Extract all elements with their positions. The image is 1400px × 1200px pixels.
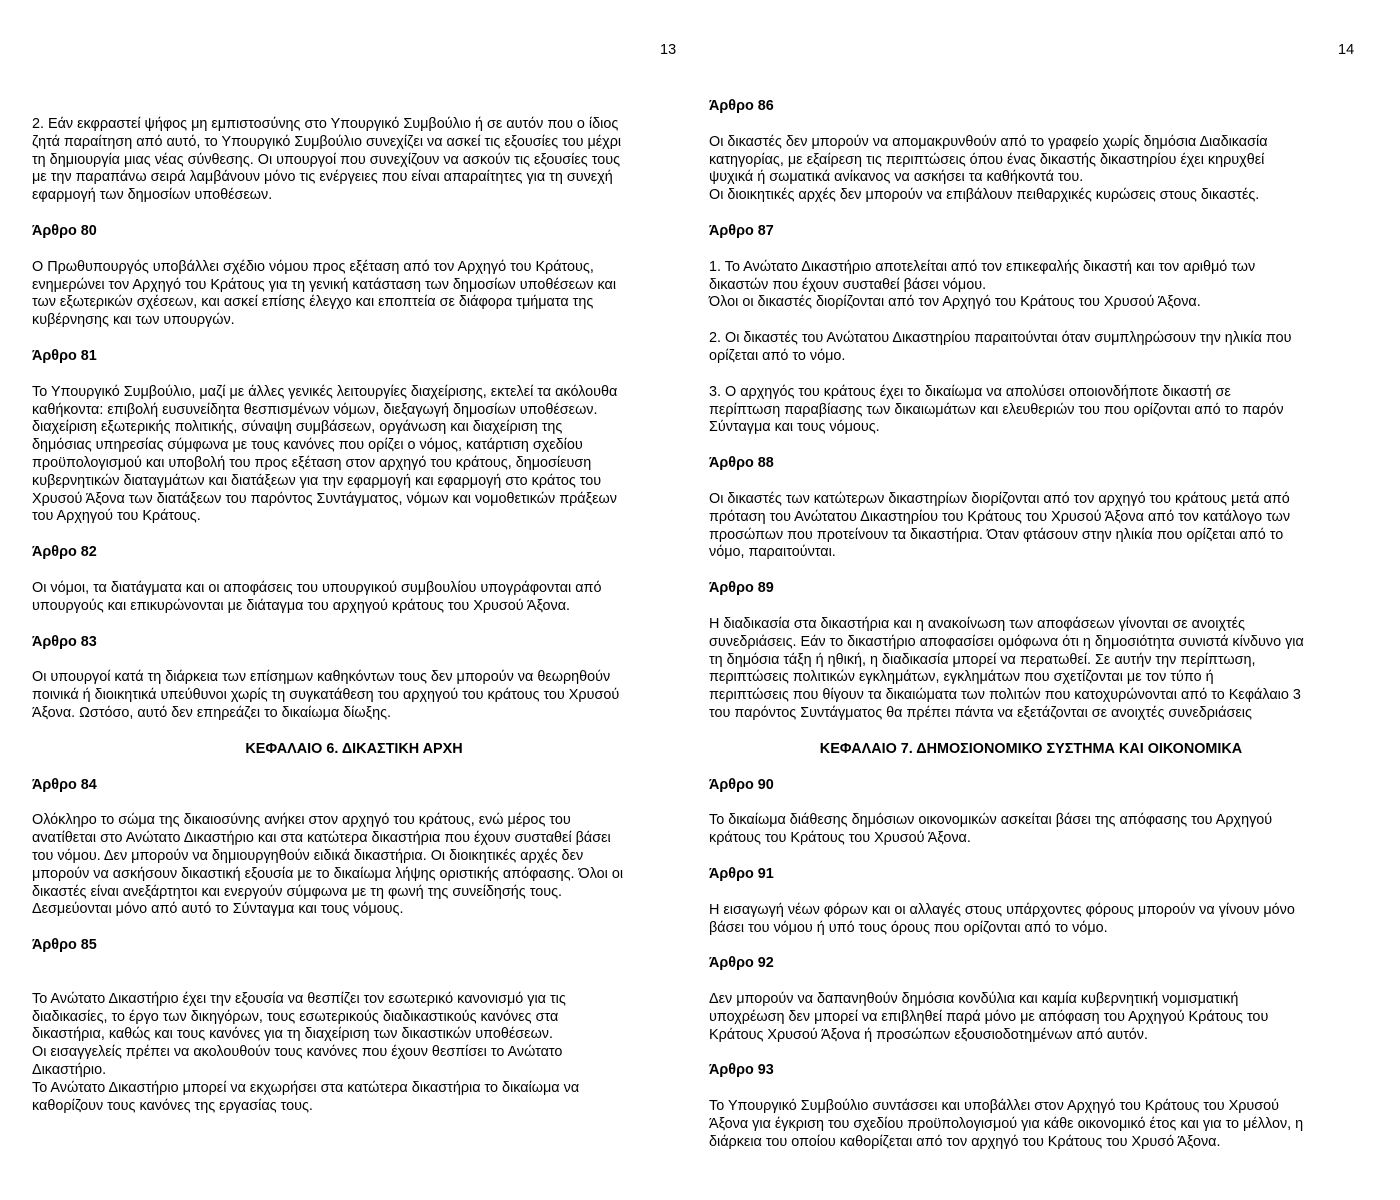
spacer <box>709 884 1353 902</box>
paragraph: Οι νόμοι, τα διατάγματα και οι αποφάσεις του υπουργικού συμβουλίου υπογράφονται από υπουργούς και επικυρώνονται με διάταγμα του αρχηγού κράτους του Χρυσού Άξονα. <box>32 579 602 614</box>
article-heading: Άρθρο 87 <box>709 222 774 239</box>
spacer <box>32 794 676 812</box>
spacer <box>709 437 1353 455</box>
spacer <box>709 759 1353 777</box>
paragraph: Το Υπουργικό Συμβούλιο, μαζί με άλλες γενικές λειτουργίες διαχείρισης, εκτελεί τα ακόλουθα καθήκοντα: επιβολή ευσυνείδητα θεσπισμένων νόμων, διεξαγωγή δημοσίων υποθέσεων. διαχείριση εξωτερικής πολιτικής, σύναψη συμβάσεων, οργάνωση και διαχείριση της δημόσιας υπηρεσίας σύμφωνα με τους κανόνες που ορίζει ο νόμος, κατάρτιση σχεδίου προϋπολογισμού και υποβολή του προς εξέταση στον αρχηγό του κράτους, δημοσίευση κυβερνητικών διαταγμάτων και διατάξεων για την εφαρμογή και εφαρμογή στο κράτος του Χρυσού Άξονα των διατάξεων του παρόντος Συντάγματος, νόμων και νομοθετικών πράξεων του Αρχηγού του Κράτους. <box>32 383 618 525</box>
spacer <box>709 366 1353 384</box>
chapter-heading: ΚΕΦΑΛΑΙΟ 7. ΔΗΜΟΣΙΟΝΟΜΙΚΟ ΣΥΣΤΗΜΑ ΚΑΙ ΟΙΚΟΝΟΜΙΚΑ <box>819 740 1243 757</box>
paragraph: Το Ανώτατο Δικαστήριο έχει την εξουσία να θεσπίζει τον εσωτερικό κανονισμό για τις διαδικασίες, το έργο των δικηγόρων, τους εσωτερικούς διαδικαστικούς κανόνες στα δικαστήρια, καθώς και τους κανόνες για τη διαχείριση των δικαστικών υποθέσεων. Οι εισαγγελείς πρέπει να ακολουθούν τους κανόνες που έχουν θεσπίσει το Ανώτατο Δικαστήριο. Το Ανώτατο Δικαστήριο μπορεί να εκχωρήσει στα κατώτερα δικαστήρια το δικαίωμα να καθορίζουν τους κανόνες της εργασίας τους. <box>32 990 580 1114</box>
article-heading: Άρθρο 89 <box>709 580 774 597</box>
paragraph: Η διαδικασία στα δικαστήρια και η ανακοίνωση των αποφάσεων γίνονται σε ανοιχτές συνεδριάσεις. Εάν το δικαστήριο αποφασίσει ομόφωνα ότι η δημοσιότητα συνιστά κίνδυνο για τη δημόσια τάξη ή ηθική, η διαδικασία μπορεί να περατωθεί. Σε αυτήν την περίπτωση, περιπτώσεις πολιτικών εγκλημάτων, εγκλημάτων που σχετίζονται με τον τύπο ή περιπτώσεις που θίγουν τα δικαιώματα των πολιτών που κατοχυρώνονται από το Κεφάλαιο 3 του παρόντος Συντάγματος θα πρέπει πάντα να εξετάζονται σε ανοιχτές συνεδριάσεις <box>709 615 1304 721</box>
page-number: 14 <box>1338 42 1355 58</box>
article-heading: Άρθρο 88 <box>709 455 774 472</box>
paragraph: 3. Ο αρχηγός του κράτους έχει το δικαίωμα να απολύσει οποιονδήποτε δικαστή σε περίπτωση παραβίασης των δικαιωμάτων και ελευθεριών του που ορίζονται από το παρόν Σύνταγμα και τους νόμους. <box>709 383 1284 436</box>
spacer <box>32 759 676 777</box>
spacer <box>32 723 676 741</box>
spacer <box>709 116 1353 134</box>
article-heading: Άρθρο 80 <box>32 222 97 239</box>
article-heading: Άρθρο 92 <box>709 955 774 972</box>
spacer <box>709 241 1353 259</box>
spacer <box>709 1080 1353 1098</box>
spacer <box>709 598 1353 616</box>
article-heading: Άρθρο 84 <box>32 776 97 793</box>
spacer <box>32 330 676 348</box>
spacer <box>32 651 676 669</box>
spacer <box>32 241 676 259</box>
page-number: 13 <box>660 42 677 58</box>
text-column-left <box>32 116 676 1115</box>
article-heading: Άρθρο 85 <box>32 937 97 954</box>
spacer <box>709 312 1353 330</box>
article-heading: Άρθρο 91 <box>709 865 774 882</box>
spacer <box>709 1044 1353 1062</box>
text-column-right <box>709 98 1353 1152</box>
article-heading: Άρθρο 93 <box>709 1062 774 1079</box>
paragraph: Οι υπουργοί κατά τη διάρκεια των επίσημων καθηκόντων τους δεν μπορούν να θεωρηθούν ποινικά ή διοικητικά υπεύθυνοι χωρίς τη συγκατάθεση του αρχηγού του κράτους του Χρυσού Άξονα. Ωστόσο, αυτό δεν επηρεάζει το δικαίωμα δίωξης. <box>32 669 620 721</box>
paragraph: 2. Εάν εκφραστεί ψήφος μη εμπιστοσύνης στο Υπουργικό Συμβούλιο ή σε αυτόν που ο ίδιος ζητά παραίτηση από αυτό, το Υπουργικό Συμβούλιο συνεχίζει να ασκεί τις εξουσίες του μέχρι τη δημιουργία μιας νέας σύνθεσης. Οι υπουργοί που συνεχίζουν να ασκούν τις εξουσίες τους με την παραπάνω σειρά λαμβάνουν μόνο τις ενέργειες που είναι απαραίτητες για τη συνεχή εφαρμογή των δημοσίων υποθέσεων. <box>32 116 622 204</box>
paragraph: Οι δικαστές δεν μπορούν να απομακρυνθούν από το γραφείο χωρίς δημόσια Διαδικασία κατηγορίας, με εξαίρεση τις περιπτώσεις όπου ένας δικαστής δικαστηρίου έχει κηρυχθεί ψυχικά ή σωματικά ανίκανος να ασκήσει τα καθήκοντά του. Οι διοικητικές αρχές δεν μπορούν να επιβάλουν πειθαρχικές κυρώσεις στους δικαστές. <box>709 133 1268 204</box>
paragraph: 1. Το Ανώτατο Δικαστήριο αποτελείται από τον επικεφαλής δικαστή και τον αριθμό των δικαστών που έχουν συσταθεί βάσει νόμου. Όλοι οι δικαστές διορίζονται από τον Αρχηγό του Κράτους του Χρυσού Άξονα. <box>709 258 1256 311</box>
paragraph: Το δικαίωμα διάθεσης δημόσιων οικονομικών ασκείται βάσει της απόφασης του Αρχηγού κράτους του Κράτους του Χρυσού Άξονα. <box>709 812 1273 847</box>
article-heading: Άρθρο 86 <box>709 98 774 114</box>
spacer <box>32 973 676 991</box>
paragraph: Το Υπουργικό Συμβούλιο συντάσσει και υποβάλλει στον Αρχηγό του Κράτους του Χρυσού Άξονα για έγκριση του σχεδίου προϋπολογισμού για κάθε οικονομικό έτος και για το μέλλον, η διάρκεια του οποίου καθορίζεται από τον αρχηγό του Κράτους του Χρυσό Άξονα. <box>709 1098 1304 1150</box>
paragraph: 2. Οι δικαστές του Ανώτατου Δικαστηρίου παραιτούνται όταν συμπληρώσουν την ηλικία που ορίζεται από το νόμο. <box>709 330 1292 364</box>
page-right <box>700 0 1400 1200</box>
paragraph: Δεν μπορούν να δαπανηθούν δημόσια κονδύλια και καμία κυβερνητική νομισματική υποχρέωση δεν μπορεί να επιβληθεί παρά μόνο με απόφαση του Αρχηγού Κράτους του Κράτους Χρυσού Άξονα ή προσώπων εξουσιοδοτημένων από αυτόν. <box>709 991 1269 1043</box>
spacer <box>709 562 1353 580</box>
spacer <box>709 973 1353 991</box>
spacer <box>32 526 676 544</box>
spacer <box>32 205 676 223</box>
spacer <box>709 205 1353 223</box>
spacer <box>709 723 1353 741</box>
spacer <box>709 848 1353 866</box>
paragraph: Η εισαγωγή νέων φόρων και οι αλλαγές στους υπάρχοντες φόρους μπορούν να γίνουν μόνο βάσει του νόμου ή υπό τους όρους που ορίζονται από το νόμο. <box>709 901 1295 936</box>
spacer <box>709 794 1353 812</box>
paragraph: Ολόκληρο το σώμα της δικαιοσύνης ανήκει στον αρχηγό του κράτους, ενώ μέρος του ανατίθεται στο Ανώτατο Δικαστήριο και στα κατώτερα δικαστήρια που έχουν συσταθεί βάσει του νόμου. Δεν μπορούν να δημιουργηθούν ειδικά δικαστήρια. Οι διοικητικές αρχές δεν μπορούν να ασκήσουν δικαστική εξουσία με το δικαίωμα λήψης οριστικής απόφασης. Όλοι οι δικαστές είναι ανεξάρτητοι και ενεργούν σύμφωνα με τη φωνή της συνείδησής τους. Δεσμεύονται μόνο από αυτό το Σύνταγμα και τους νόμους. <box>32 812 624 918</box>
paragraph: Οι δικαστές των κατώτερων δικαστηρίων διορίζονται από τον αρχηγό του κράτους μετά από πρόταση του Ανώτατου Δικαστηρίου του Κράτους του Χρυσού Άξονα από τον κατάλογο των προσώπων που προτείνουν τα δικαστήρια. Όταν φτάσουν στην ηλικία που ορίζεται από το νόμο, παραιτούνται. <box>709 490 1291 561</box>
article-heading: Άρθρο 82 <box>32 544 97 561</box>
spacer <box>32 562 676 580</box>
chapter-heading: ΚΕΦΑΛΑΙΟ 6. ΔΙΚΑΣΤΙΚΗ ΑΡΧΗ <box>245 740 463 757</box>
spacer <box>32 616 676 634</box>
spacer <box>32 366 676 384</box>
paragraph: Ο Πρωθυπουργός υποβάλλει σχέδιο νόμου προς εξέταση από τον Αρχηγό του Κράτους, ενημερώνει τον Αρχηγό του Κράτους για τη γενική κατάσταση των δημοσίων υποθέσεων και των εξωτερικών σχέσεων, και ασκεί επίσης έλεγχο και εποπτεία σε διάφορα τμήματα της κυβέρνησης και των υπουργών. <box>32 258 617 329</box>
spacer <box>709 937 1353 955</box>
article-heading: Άρθρο 83 <box>32 633 97 650</box>
article-heading: Άρθρο 90 <box>709 776 774 793</box>
spacer <box>709 473 1353 491</box>
spacer <box>32 955 676 973</box>
article-heading: Άρθρο 81 <box>32 347 97 364</box>
spacer <box>32 919 676 937</box>
